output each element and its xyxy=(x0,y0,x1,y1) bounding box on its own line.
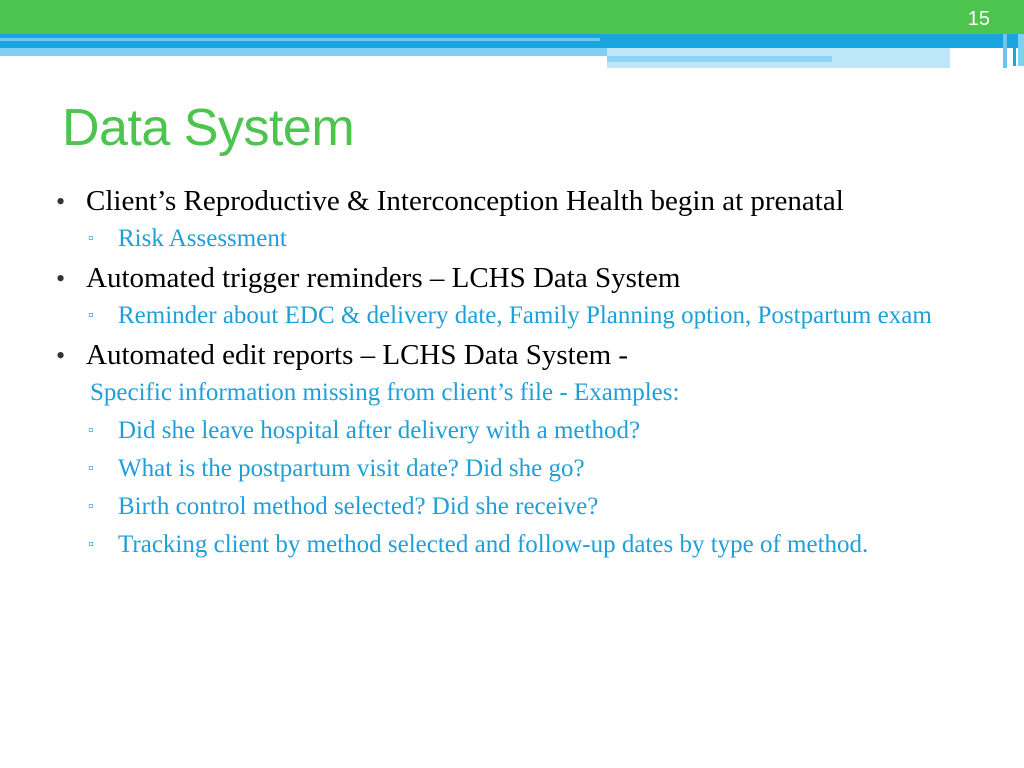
header-side-stripe xyxy=(1013,34,1016,66)
header-band-thin-line xyxy=(0,38,600,41)
header-band-green xyxy=(0,0,1024,34)
header-block-right-inner xyxy=(607,56,832,62)
sub-bullet-text: Did she leave hospital after delivery with a method? xyxy=(118,417,641,444)
sub-bullet-text: Reminder about EDC & delivery date, Family Planning option, Postpartum exam xyxy=(118,302,932,329)
sub-bullet-item xyxy=(54,223,994,254)
bullet-dot-icon: • xyxy=(56,341,66,370)
square-bullet-icon: ▫ xyxy=(88,307,94,324)
slide-number: 15 xyxy=(967,8,990,30)
sub-bullet-item xyxy=(54,491,994,522)
bullet-item xyxy=(54,184,994,219)
bullet-text: Automated edit reports – LCHS Data System - xyxy=(86,339,629,371)
square-bullet-icon: ▫ xyxy=(88,230,94,247)
bullet-item xyxy=(54,338,994,373)
square-bullet-icon: ▫ xyxy=(88,422,94,439)
sub-bullet-item xyxy=(54,300,994,331)
header-band-blue xyxy=(0,34,1024,48)
bullet-dot-icon: • xyxy=(56,187,66,216)
bullet-item xyxy=(54,261,994,296)
square-bullet-icon: ▫ xyxy=(88,460,94,477)
sub-bullet-text: Risk Assessment xyxy=(118,225,287,252)
sub-bullet-item xyxy=(54,529,994,560)
sub-bullet-text: Tracking client by method selected and follow-up dates by type of method. xyxy=(118,531,869,558)
bullet-text: Automated trigger reminders – LCHS Data System xyxy=(86,262,681,294)
header-side-stripe xyxy=(1018,34,1024,66)
bullet-text: Client’s Reproductive & Interconception Health begin at prenatal xyxy=(86,185,844,217)
bullet-dot-icon: • xyxy=(56,264,66,293)
slide-body xyxy=(54,184,994,567)
bullet-note: Specific information missing from client’s file - Examples: xyxy=(90,379,680,406)
slide-title: Data System xyxy=(62,99,355,157)
square-bullet-icon: ▫ xyxy=(88,498,94,515)
header-side-stripe xyxy=(1003,34,1007,68)
sub-bullet-text: What is the postpartum visit date? Did she go? xyxy=(118,455,585,482)
sub-bullet-item xyxy=(54,415,994,446)
square-bullet-icon: ▫ xyxy=(88,536,94,553)
sub-bullet-text: Birth control method selected? Did she receive? xyxy=(118,493,599,520)
sub-bullet-item xyxy=(54,453,994,484)
